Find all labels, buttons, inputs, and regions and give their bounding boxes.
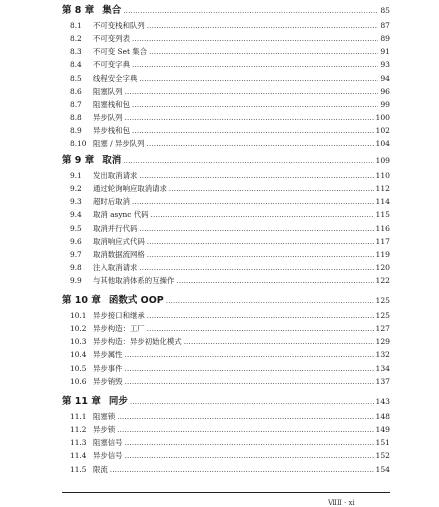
leader-dots xyxy=(132,127,374,135)
toc-entry xyxy=(62,236,390,249)
section-number: 8.9 xyxy=(70,126,82,136)
section-number: 11.4 xyxy=(70,451,87,461)
section-page: 117 xyxy=(375,236,390,246)
chapter-title: 函数式 OOP xyxy=(108,295,164,306)
leader-dots xyxy=(176,277,373,285)
section-title: 异步属性 xyxy=(93,350,123,360)
section-page: 129 xyxy=(375,337,390,347)
leader-dots xyxy=(125,452,374,460)
toc-entry xyxy=(62,59,390,72)
chapter-page: 125 xyxy=(375,296,390,305)
section-number: 11.5 xyxy=(70,464,87,474)
section-title: 与其他取消体系的互操作 xyxy=(93,276,175,286)
leader-dots xyxy=(123,7,378,15)
section-title: 取消响应式代码 xyxy=(93,236,145,246)
toc-entry xyxy=(62,323,390,336)
leader-dots xyxy=(123,157,373,165)
toc-entry xyxy=(62,20,390,33)
leader-dots xyxy=(149,48,378,56)
section-number: 9.9 xyxy=(70,276,82,286)
section-page: 115 xyxy=(375,210,390,220)
section-title: 通过轮询响应取消请求 xyxy=(93,184,167,194)
section-title: 阻塞队列 xyxy=(93,86,123,96)
section-number: 8.10 xyxy=(70,139,87,149)
section-number: 8.1 xyxy=(70,21,82,30)
section-number: 11.3 xyxy=(70,438,87,448)
section-title: 限流 xyxy=(93,464,108,474)
section-number: 10.6 xyxy=(70,376,87,386)
section-title: 异步构造：工厂 xyxy=(93,324,145,334)
toc-entry xyxy=(62,437,390,450)
toc-entry xyxy=(62,310,390,323)
toc-entry xyxy=(62,249,390,262)
chapter-page: 109 xyxy=(375,156,390,165)
section-number: 8.8 xyxy=(70,112,82,122)
section-page: 110 xyxy=(375,171,390,180)
section-title: 异步构造：异步初始化模式 xyxy=(93,337,182,347)
leader-dots xyxy=(125,114,374,122)
toc-entry xyxy=(62,363,390,376)
section-page: 148 xyxy=(375,412,390,421)
section-page: 89 xyxy=(380,34,390,44)
leader-dots xyxy=(139,264,373,272)
chapter-title: 同步 xyxy=(108,396,128,407)
leader-dots xyxy=(117,413,373,421)
section-number: 9.7 xyxy=(70,249,82,259)
section-page: 91 xyxy=(380,47,390,57)
leader-dots xyxy=(147,22,379,30)
chapter-page: 85 xyxy=(380,6,390,15)
section-page: 100 xyxy=(375,112,390,122)
section-title: 注入取消请求 xyxy=(93,262,138,272)
leader-dots xyxy=(166,297,374,305)
section-page: 127 xyxy=(375,324,390,334)
toc-entry xyxy=(62,336,390,349)
toc-entry xyxy=(62,170,390,183)
toc-entry xyxy=(62,73,390,86)
section-page: 104 xyxy=(375,139,390,149)
section-title: 异步锁 xyxy=(93,425,116,435)
section-title: 超时后取消 xyxy=(93,197,130,207)
section-number: 9.1 xyxy=(70,171,82,180)
section-title: 异步销毁 xyxy=(93,376,123,386)
section-number: 11.2 xyxy=(70,425,87,435)
section-title: 异步接口和继承 xyxy=(93,311,145,320)
toc-entry xyxy=(62,86,390,99)
section-number: 9.3 xyxy=(70,197,82,207)
toc-entry xyxy=(62,349,390,362)
section-page: 149 xyxy=(375,425,390,435)
chapter-block xyxy=(62,292,390,389)
section-page: 152 xyxy=(375,451,390,461)
section-title: 异步队列 xyxy=(93,112,123,122)
chapter-number: 第 11 章 xyxy=(62,396,101,407)
leader-dots xyxy=(132,198,374,206)
leader-dots xyxy=(147,312,374,320)
leader-dots xyxy=(169,185,374,193)
chapter-block xyxy=(62,2,390,151)
chapter-number: 第 9 章 xyxy=(62,155,95,166)
toc-entry xyxy=(62,411,390,424)
section-number: 8.3 xyxy=(70,47,82,57)
toc-entry xyxy=(62,196,390,209)
leader-dots xyxy=(130,398,374,406)
section-number: 10.4 xyxy=(70,350,87,360)
leader-dots xyxy=(151,211,374,219)
leader-dots xyxy=(125,351,374,359)
leader-dots xyxy=(132,61,378,69)
leader-dots xyxy=(125,439,374,447)
section-title: 异步事件 xyxy=(93,363,123,373)
section-number: 10.1 xyxy=(70,311,87,320)
section-number: 8.2 xyxy=(70,34,82,44)
section-title: 异步栈和包 xyxy=(93,126,130,136)
leader-dots xyxy=(132,35,378,43)
leader-dots xyxy=(147,140,374,148)
section-title: 取消数据流网格 xyxy=(93,249,145,259)
leader-dots xyxy=(184,338,374,346)
section-number: 9.6 xyxy=(70,236,82,246)
section-title: 不可变 Set 集合 xyxy=(93,47,148,57)
section-title: 阻塞 / 异步队列 xyxy=(93,139,145,149)
chapter-title: 集合 xyxy=(102,5,122,16)
leader-dots xyxy=(125,378,374,386)
section-number: 10.2 xyxy=(70,324,87,334)
toc-entry xyxy=(62,464,390,477)
section-number: 8.5 xyxy=(70,73,82,83)
section-page: 122 xyxy=(375,276,390,286)
section-page: 125 xyxy=(375,311,390,320)
section-title: 不可变栈和队列 xyxy=(93,21,145,30)
section-title: 取消 async 代码 xyxy=(93,210,149,220)
section-number: 9.4 xyxy=(70,210,82,220)
section-number: 9.5 xyxy=(70,223,82,233)
toc-entry xyxy=(62,209,390,222)
section-title: 线程安全字典 xyxy=(93,73,138,83)
section-title: 阻塞信号 xyxy=(93,438,123,448)
leader-dots xyxy=(125,365,374,373)
chapter-block xyxy=(62,152,390,288)
section-page: 87 xyxy=(380,21,390,30)
section-page: 116 xyxy=(375,223,390,233)
section-number: 10.3 xyxy=(70,337,87,347)
toc-entry xyxy=(62,33,390,46)
section-number: 8.4 xyxy=(70,60,82,70)
section-page: 151 xyxy=(375,438,390,448)
section-page: 137 xyxy=(375,376,390,386)
section-number: 9.2 xyxy=(70,184,82,194)
chapter-block xyxy=(62,393,390,477)
toc-entry xyxy=(62,450,390,463)
leader-dots xyxy=(139,225,373,233)
toc-entry xyxy=(62,99,390,112)
toc-entry xyxy=(62,376,390,389)
bottom-rule xyxy=(62,492,390,493)
chapter-title: 取消 xyxy=(102,155,122,166)
chapter-heading xyxy=(62,292,390,306)
chapter-number: 第 10 章 xyxy=(62,295,101,306)
chapter-heading xyxy=(62,152,390,166)
section-page: 119 xyxy=(375,249,390,259)
toc-entry xyxy=(62,275,390,288)
toc-entry xyxy=(62,125,390,138)
leader-dots xyxy=(139,172,373,180)
leader-dots xyxy=(125,88,379,96)
section-number: 10.5 xyxy=(70,363,87,373)
chapter-heading xyxy=(62,2,390,16)
section-title: 阻塞锁 xyxy=(93,412,116,421)
toc-entry xyxy=(62,138,390,151)
section-title: 发出取消请求 xyxy=(93,171,138,180)
section-page: 132 xyxy=(375,350,390,360)
leader-dots xyxy=(139,75,378,83)
section-title: 不可变列表 xyxy=(93,34,130,44)
toc-entry xyxy=(62,112,390,125)
toc-entry xyxy=(62,424,390,437)
toc-entry xyxy=(62,223,390,236)
section-title: 异步信号 xyxy=(93,451,123,461)
leader-dots xyxy=(147,325,374,333)
section-page: 99 xyxy=(380,99,390,109)
section-page: 154 xyxy=(375,464,390,474)
toc-entry xyxy=(62,183,390,196)
chapter-heading xyxy=(62,393,390,407)
section-page: 114 xyxy=(375,197,390,207)
toc-entry xyxy=(62,262,390,275)
section-number: 8.6 xyxy=(70,86,82,96)
section-title: 不可变字典 xyxy=(93,60,130,70)
section-title: 取消并行代码 xyxy=(93,223,138,233)
section-number: 8.7 xyxy=(70,99,82,109)
leader-dots xyxy=(147,251,374,259)
section-page: 94 xyxy=(380,73,390,83)
section-page: 120 xyxy=(375,262,390,272)
section-page: 93 xyxy=(380,60,390,70)
section-page: 112 xyxy=(375,184,390,194)
leader-dots xyxy=(132,101,378,109)
section-page: 134 xyxy=(375,363,390,373)
section-title: 阻塞栈和包 xyxy=(93,99,130,109)
chapter-number: 第 8 章 xyxy=(62,5,95,16)
footer-fragment: ⅦⅡ · ⅺ xyxy=(328,499,355,507)
section-page: 96 xyxy=(380,86,390,96)
leader-dots xyxy=(117,426,373,434)
section-number: 9.8 xyxy=(70,262,82,272)
section-number: 11.1 xyxy=(70,412,87,421)
section-page: 102 xyxy=(375,126,390,136)
leader-dots xyxy=(147,238,374,246)
chapter-page: 143 xyxy=(375,397,390,406)
leader-dots xyxy=(110,466,374,474)
toc-entry xyxy=(62,46,390,59)
